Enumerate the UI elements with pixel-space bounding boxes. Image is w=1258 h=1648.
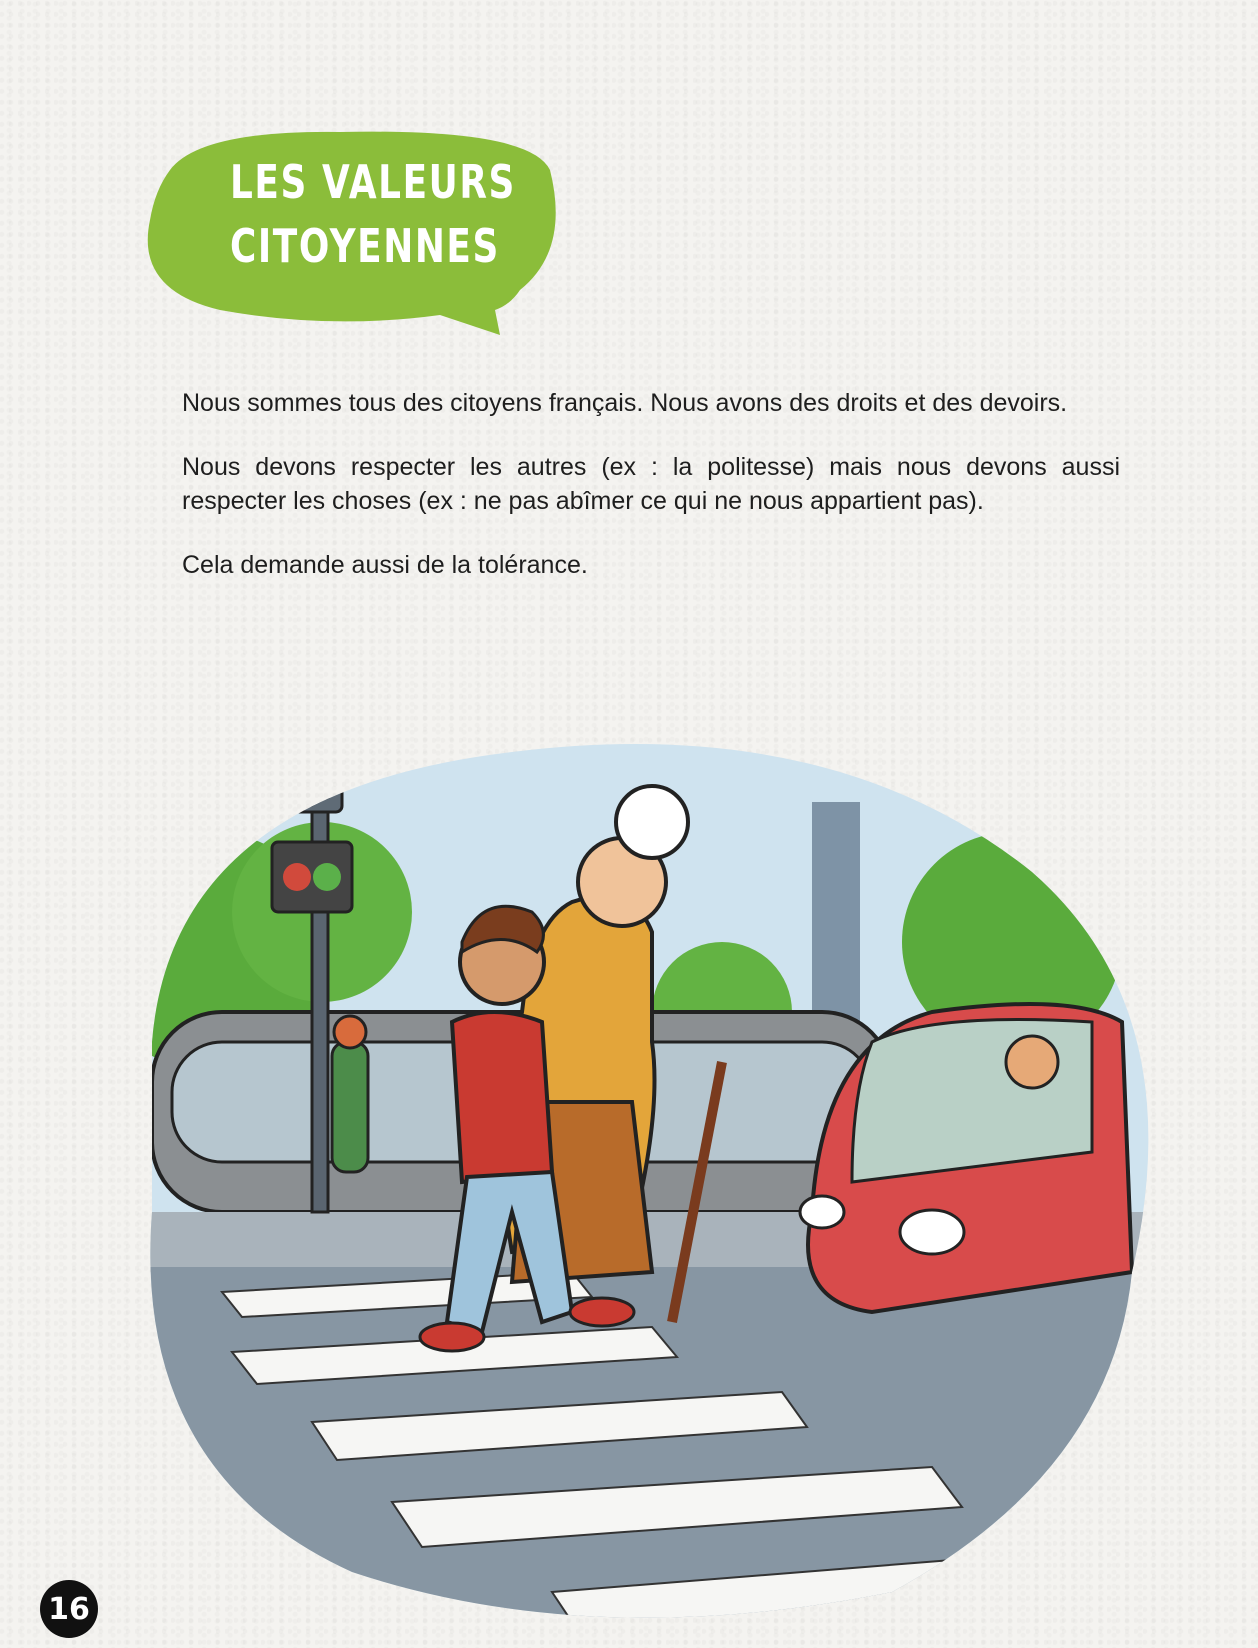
- crosswalk-illustration: [132, 712, 1192, 1632]
- boy-red-shirt: [452, 1012, 552, 1182]
- boy-shoe-right: [570, 1298, 634, 1326]
- hair-bun: [616, 786, 688, 858]
- car-windshield: [852, 1020, 1092, 1183]
- car-headlight-left: [800, 1196, 844, 1228]
- body-text: [182, 386, 1120, 612]
- page-title-line2: CITOYENNES: [230, 219, 500, 273]
- traffic-light: [292, 712, 342, 812]
- woman-green-coat: [332, 1042, 368, 1172]
- page-number-badge: [40, 1580, 98, 1638]
- paragraph-2: Nous devons respecter les autres (ex : la politesse) mais nous devons aussi respecter les choses (ex : ne pas abîmer ce qui ne nous appartient pas).: [182, 453, 1120, 515]
- paragraph-3: Cela demande aussi de la tolérance.: [182, 551, 588, 579]
- boy-shoe-left: [420, 1323, 484, 1351]
- road: [132, 1267, 1192, 1632]
- page-title-line1: LES VALEURS: [230, 155, 516, 209]
- car-headlight-right: [900, 1210, 964, 1254]
- title-speech-bubble: [140, 130, 580, 350]
- driver: [1006, 1036, 1058, 1088]
- traffic-light-pole: [312, 712, 328, 1212]
- paragraph-1: Nous sommes tous des citoyens français. Nous avons des droits et des devoirs.: [182, 389, 1068, 417]
- page-number: 16: [48, 1591, 90, 1627]
- page-title: [230, 150, 516, 278]
